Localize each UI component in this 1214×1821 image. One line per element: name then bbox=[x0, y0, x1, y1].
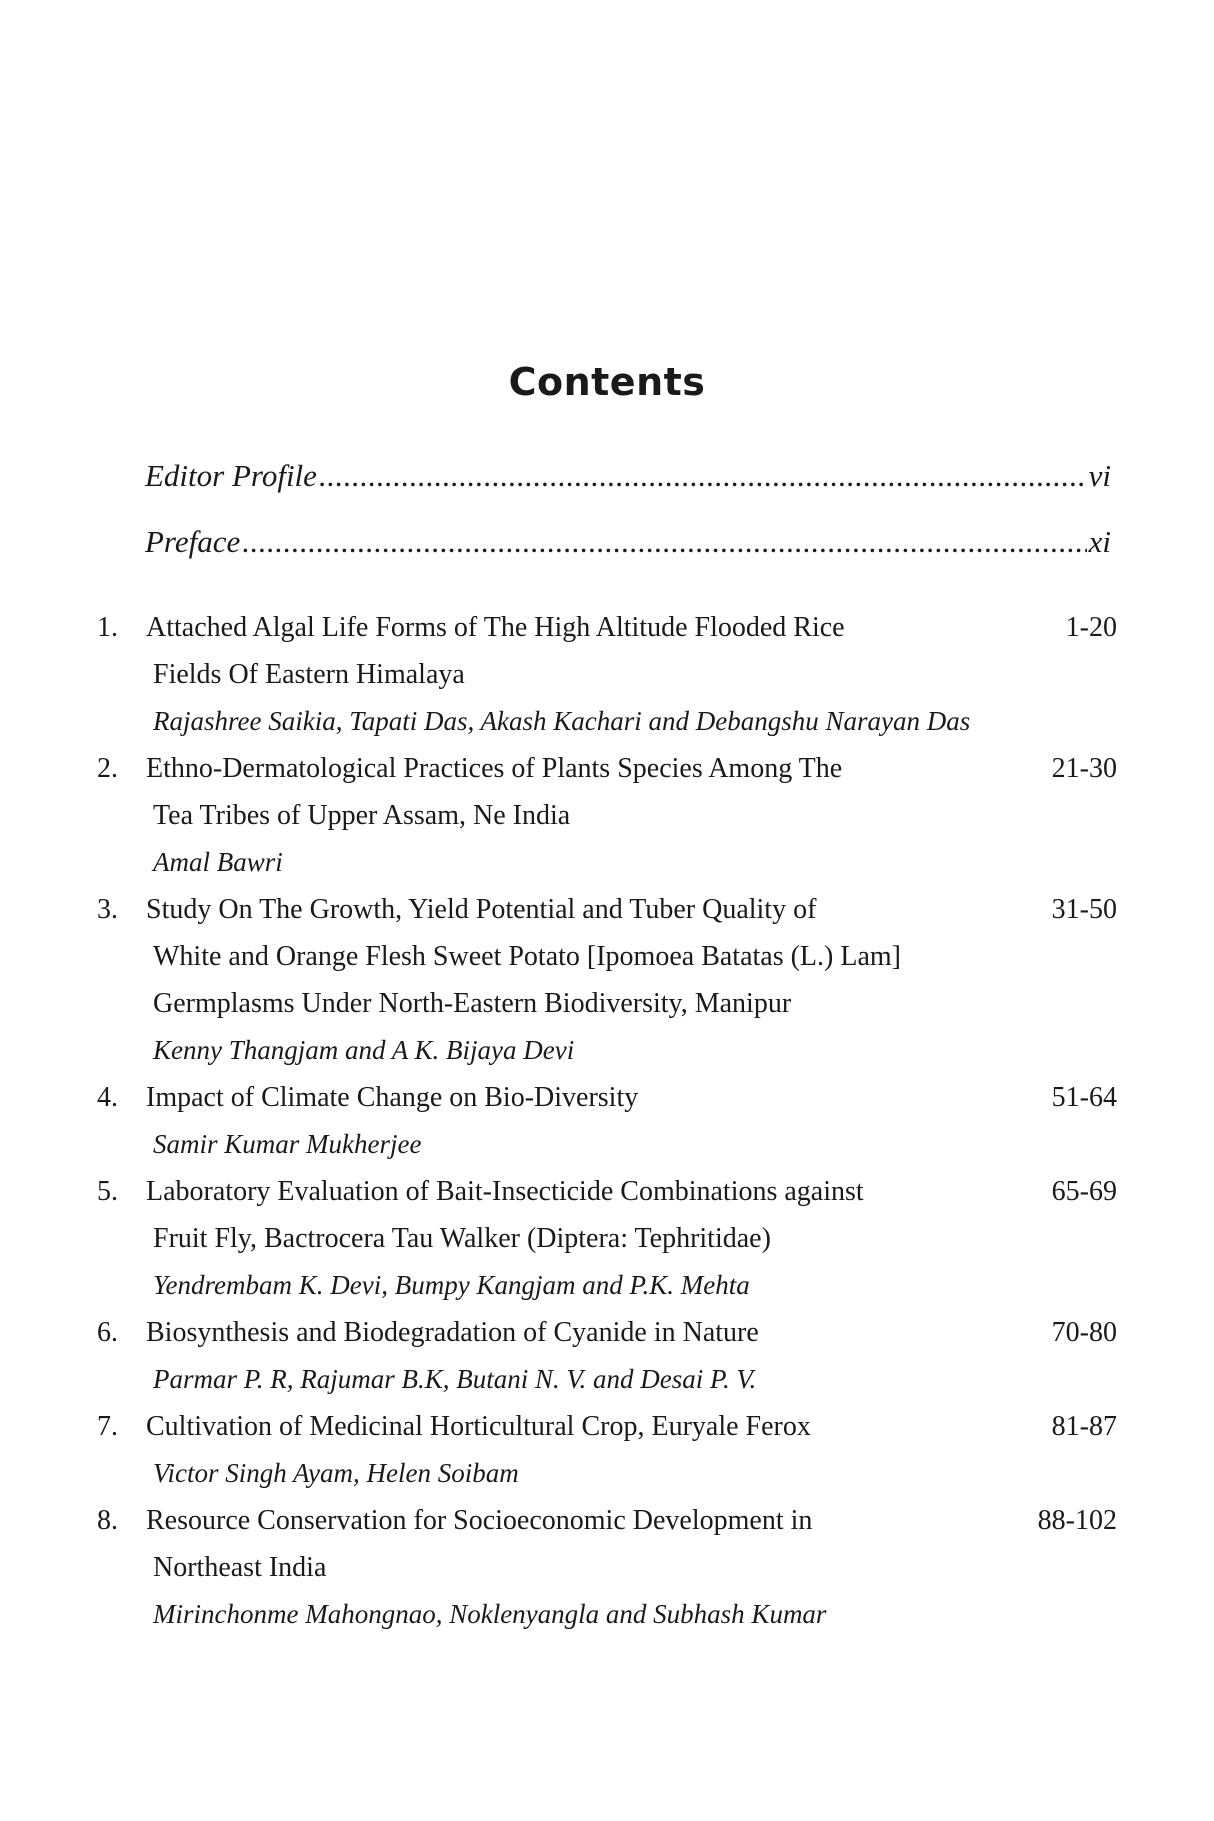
chapter-authors: Kenny Thangjam and A K. Bijaya Devi bbox=[153, 1035, 575, 1065]
front-matter-list bbox=[145, 458, 1111, 590]
chapter-title-line: Resource Conservation for Socioeconomic Development in bbox=[146, 1505, 813, 1536]
chapter-authors: Amal Bawri bbox=[153, 847, 283, 877]
chapter-entry-5[interactable] bbox=[97, 1168, 1117, 1309]
chapter-entry-2[interactable] bbox=[97, 745, 1117, 886]
chapter-title-line: Fields Of Eastern Himalaya bbox=[153, 659, 465, 690]
dot-leader bbox=[242, 524, 1086, 560]
chapter-entry-7[interactable] bbox=[97, 1403, 1117, 1497]
chapter-pages: 88-102 bbox=[1037, 1505, 1117, 1536]
chapter-pages: 81-87 bbox=[1051, 1411, 1117, 1442]
chapter-authors: Mirinchonme Mahongnao, Noklenyangla and Subhash Kumar bbox=[153, 1599, 827, 1629]
chapter-pages: 1-20 bbox=[1065, 612, 1117, 643]
chapter-pages: 21-30 bbox=[1051, 753, 1117, 784]
chapter-number: 4. bbox=[97, 1082, 118, 1113]
chapter-pages: 31-50 bbox=[1051, 894, 1117, 925]
chapter-entry-1[interactable] bbox=[97, 604, 1117, 745]
chapter-title-line: Northeast India bbox=[153, 1552, 327, 1583]
chapter-number: 6. bbox=[97, 1317, 118, 1348]
chapter-pages: 70-80 bbox=[1051, 1317, 1117, 1348]
front-matter-label: Preface bbox=[145, 524, 241, 559]
chapter-number: 1. bbox=[97, 612, 118, 643]
chapter-title-line: Attached Algal Life Forms of The High Altitude Flooded Rice bbox=[146, 612, 845, 643]
page-title: Contents bbox=[508, 360, 706, 404]
chapter-title-line: Biosynthesis and Biodegradation of Cyanide in Nature bbox=[146, 1317, 759, 1348]
chapter-authors: Samir Kumar Mukherjee bbox=[153, 1129, 422, 1159]
front-matter-page: vi bbox=[1088, 458, 1111, 493]
chapter-title-line: Tea Tribes of Upper Assam, Ne India bbox=[153, 800, 571, 831]
chapter-authors: Victor Singh Ayam, Helen Soibam bbox=[153, 1458, 519, 1488]
chapter-entry-4[interactable] bbox=[97, 1074, 1117, 1168]
front-matter-label: Editor Profile bbox=[145, 458, 317, 493]
chapter-number: 7. bbox=[97, 1411, 118, 1442]
chapter-title-line: Ethno-Dermatological Practices of Plants Species Among The bbox=[146, 753, 843, 784]
dot-leader bbox=[319, 458, 1087, 494]
front-matter-entry-editor-profile[interactable] bbox=[145, 458, 1111, 524]
chapter-entry-3[interactable] bbox=[97, 886, 1117, 1074]
chapter-number: 3. bbox=[97, 894, 118, 925]
front-matter-page: xi bbox=[1088, 524, 1111, 559]
chapter-list bbox=[97, 604, 1117, 1638]
chapter-title-line: Germplasms Under North-Eastern Biodiversity, Manipur bbox=[153, 988, 792, 1019]
chapter-pages: 65-69 bbox=[1051, 1176, 1117, 1207]
chapter-title-line: Cultivation of Medicinal Horticultural Crop, Euryale Ferox bbox=[146, 1411, 811, 1442]
chapter-authors: Yendrembam K. Devi, Bumpy Kangjam and P.K. Mehta bbox=[153, 1270, 750, 1300]
chapter-title-line: Impact of Climate Change on Bio-Diversity bbox=[146, 1082, 639, 1113]
chapter-entry-8[interactable] bbox=[97, 1497, 1117, 1638]
chapter-number: 2. bbox=[97, 753, 118, 784]
chapter-authors: Rajashree Saikia, Tapati Das, Akash Kachari and Debangshu Narayan Das bbox=[153, 706, 971, 736]
chapter-authors: Parmar P. R, Rajumar B.K, Butani N. V. and Desai P. V. bbox=[153, 1364, 757, 1394]
chapter-number: 5. bbox=[97, 1176, 118, 1207]
chapter-pages: 51-64 bbox=[1051, 1082, 1117, 1113]
chapter-title-line: Study On The Growth, Yield Potential and Tuber Quality of bbox=[146, 894, 817, 925]
front-matter-entry-preface[interactable] bbox=[145, 524, 1111, 590]
chapter-title-line: Laboratory Evaluation of Bait-Insecticide Combinations against bbox=[146, 1176, 864, 1207]
chapter-number: 8. bbox=[97, 1505, 118, 1536]
chapter-title-line: Fruit Fly, Bactrocera Tau Walker (Diptera: Tephritidae) bbox=[153, 1223, 771, 1254]
chapter-entry-6[interactable] bbox=[97, 1309, 1117, 1403]
chapter-title-line: White and Orange Flesh Sweet Potato [Ipomoea Batatas (L.) Lam] bbox=[153, 941, 901, 972]
